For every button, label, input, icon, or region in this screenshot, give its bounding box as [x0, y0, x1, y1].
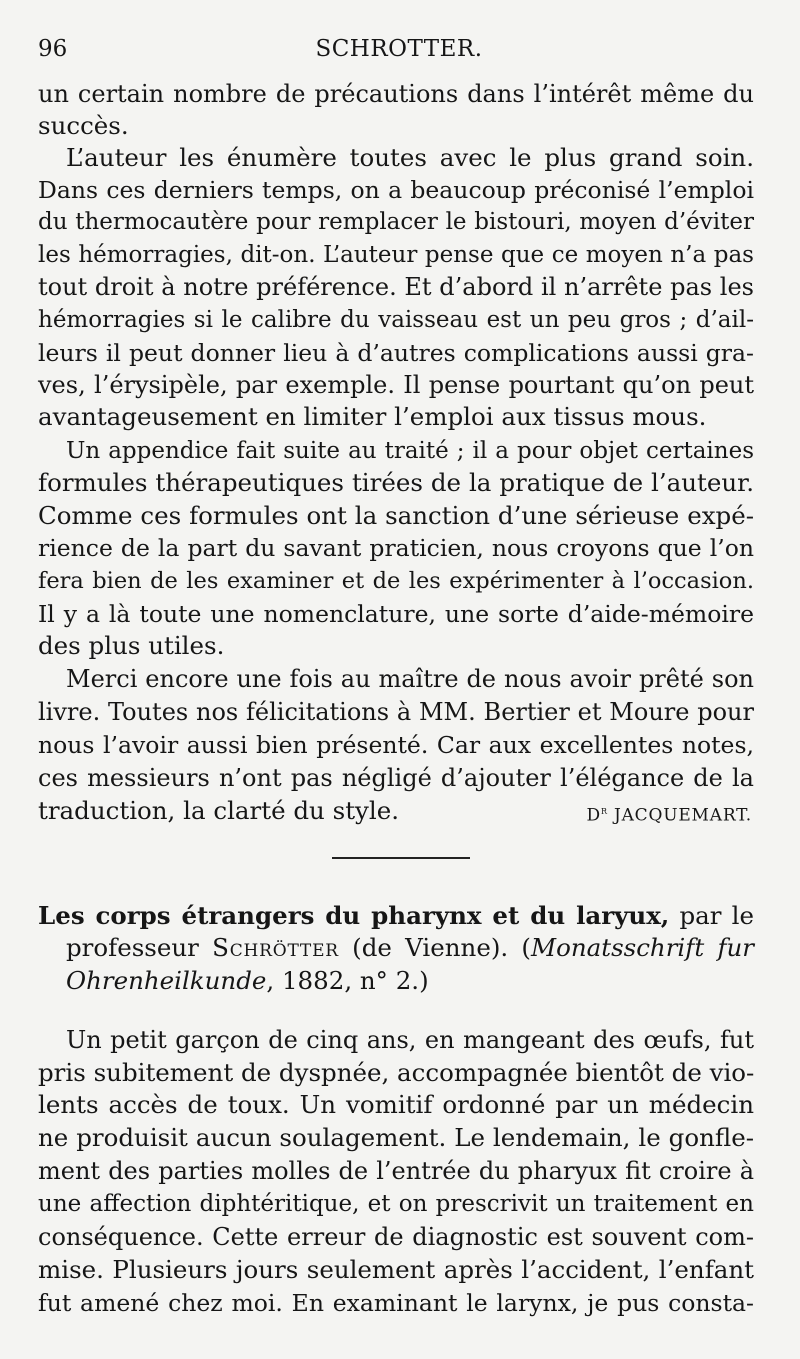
text-line: Un petit garçon de cinq ans, en mangeant des œufs, fut: [66, 1026, 754, 1054]
text-line: un certain nombre de précautions dans l’intérêt même du: [38, 80, 754, 108]
article-author: Schrötter: [212, 933, 339, 962]
article-title: Les corps étrangers du pharynx et du laryux,: [38, 901, 670, 930]
text-line: Dans ces derniers temps, on a beaucoup préconisé l’emploi: [38, 176, 754, 204]
running-head: [38, 36, 760, 68]
page-number: 96: [38, 36, 68, 62]
text-line: fut amené chez moi. En examinant le larynx, je pus consta-: [38, 1289, 754, 1317]
text-line: les hémorragies, dit-on. L’auteur pense que ce moyen n’a pas: [38, 242, 754, 268]
text-line: pris subitement de dyspnée, accompagnée bientôt de vio-: [38, 1058, 755, 1087]
text-line: hémorragies si le calibre du vaisseau est un peu gros ; d’ail-: [38, 307, 754, 333]
text-line: formules thérapeutiques tirées de la pratique de l’auteur.: [38, 468, 754, 497]
text-line: du thermocautère pour remplacer le bistouri, moyen d’éviter: [38, 209, 754, 235]
text-line: Comme ces formules ont la sanction d’une sérieuse expé-: [38, 501, 754, 530]
citation: , 1882, n° 2.): [266, 966, 429, 995]
text-line: lents accès de toux. Un vomitif ordonné par un médecin: [38, 1090, 754, 1119]
signature-name: JACQUEMART.: [607, 805, 752, 826]
text-line: avantageusement en limiter l’emploi aux tissus mous.: [38, 402, 707, 431]
text-line: nous l’avoir aussi bien présenté. Car aux excellentes notes,: [38, 731, 754, 759]
text-line: traduction, la clarté du style.: [38, 796, 400, 825]
running-title: SCHROTTER.: [315, 36, 483, 62]
text-line: ment des parties molles de l’entrée du pharyux fit croire à: [38, 1157, 754, 1185]
text-line: des plus utiles.: [38, 631, 225, 660]
text-line: leurs il peut donner lieu à d’autres complications aussi gra-: [38, 339, 754, 367]
text-line: succès.: [38, 111, 129, 140]
text-line: ces messieurs n’ont pas négligé d’ajouter l’élégance de la: [38, 764, 754, 792]
text-line: une affection diphtéritique, et on prescrivit un traitement en: [38, 1191, 754, 1217]
text-line: ne produisit aucun soulagement. Le lendemain, le gonfle-: [38, 1123, 754, 1152]
text-line: conséquence. Cette erreur de diagnostic est souvent com-: [38, 1223, 754, 1251]
article-heading-line-3: [66, 965, 754, 998]
text-line: ves, l’érysipèle, par exemple. Il pense pourtant qu’on peut: [38, 371, 754, 399]
journal-name: Monatsschrift fur: [531, 933, 754, 962]
text-line: livre. Toutes nos félicitations à MM. Bertier et Moure pour: [38, 698, 754, 726]
article-heading-line-2: [66, 932, 754, 965]
text-line: fera bien de les examiner et de les expérimenter à l’occasion.: [38, 568, 754, 594]
text-line: Un appendice fait suite au traité ; il a pour objet certaines: [66, 438, 754, 464]
text-line: L’auteur les énumère toutes avec le plus grand soin.: [66, 143, 754, 172]
signature-superscript: r: [600, 804, 608, 817]
text-line: rience de la part du savant praticien, nous croyons que l’on: [38, 534, 754, 562]
journal-name: Ohrenheilkunde: [66, 966, 267, 995]
heading-text: professeur: [66, 933, 213, 962]
heading-text: (de Vienne). (: [338, 933, 531, 962]
text-line: Merci encore une fois au maître de nous avoir prêté son: [66, 665, 754, 693]
signature-prefix: D: [586, 805, 601, 826]
text-line: mise. Plusieurs jours seulement après l’accident, l’enfant: [38, 1255, 754, 1284]
text-line: Il y a là toute une nomenclature, une sorte d’aide-mémoire: [38, 600, 754, 628]
article-heading-line-1: [38, 900, 754, 933]
heading-text: par le: [669, 901, 754, 930]
reviewer-signature: [587, 804, 752, 826]
section-divider: [332, 857, 470, 859]
text-line: tout droit à notre préférence. Et d’abord il n’arrête pas les: [38, 273, 754, 301]
